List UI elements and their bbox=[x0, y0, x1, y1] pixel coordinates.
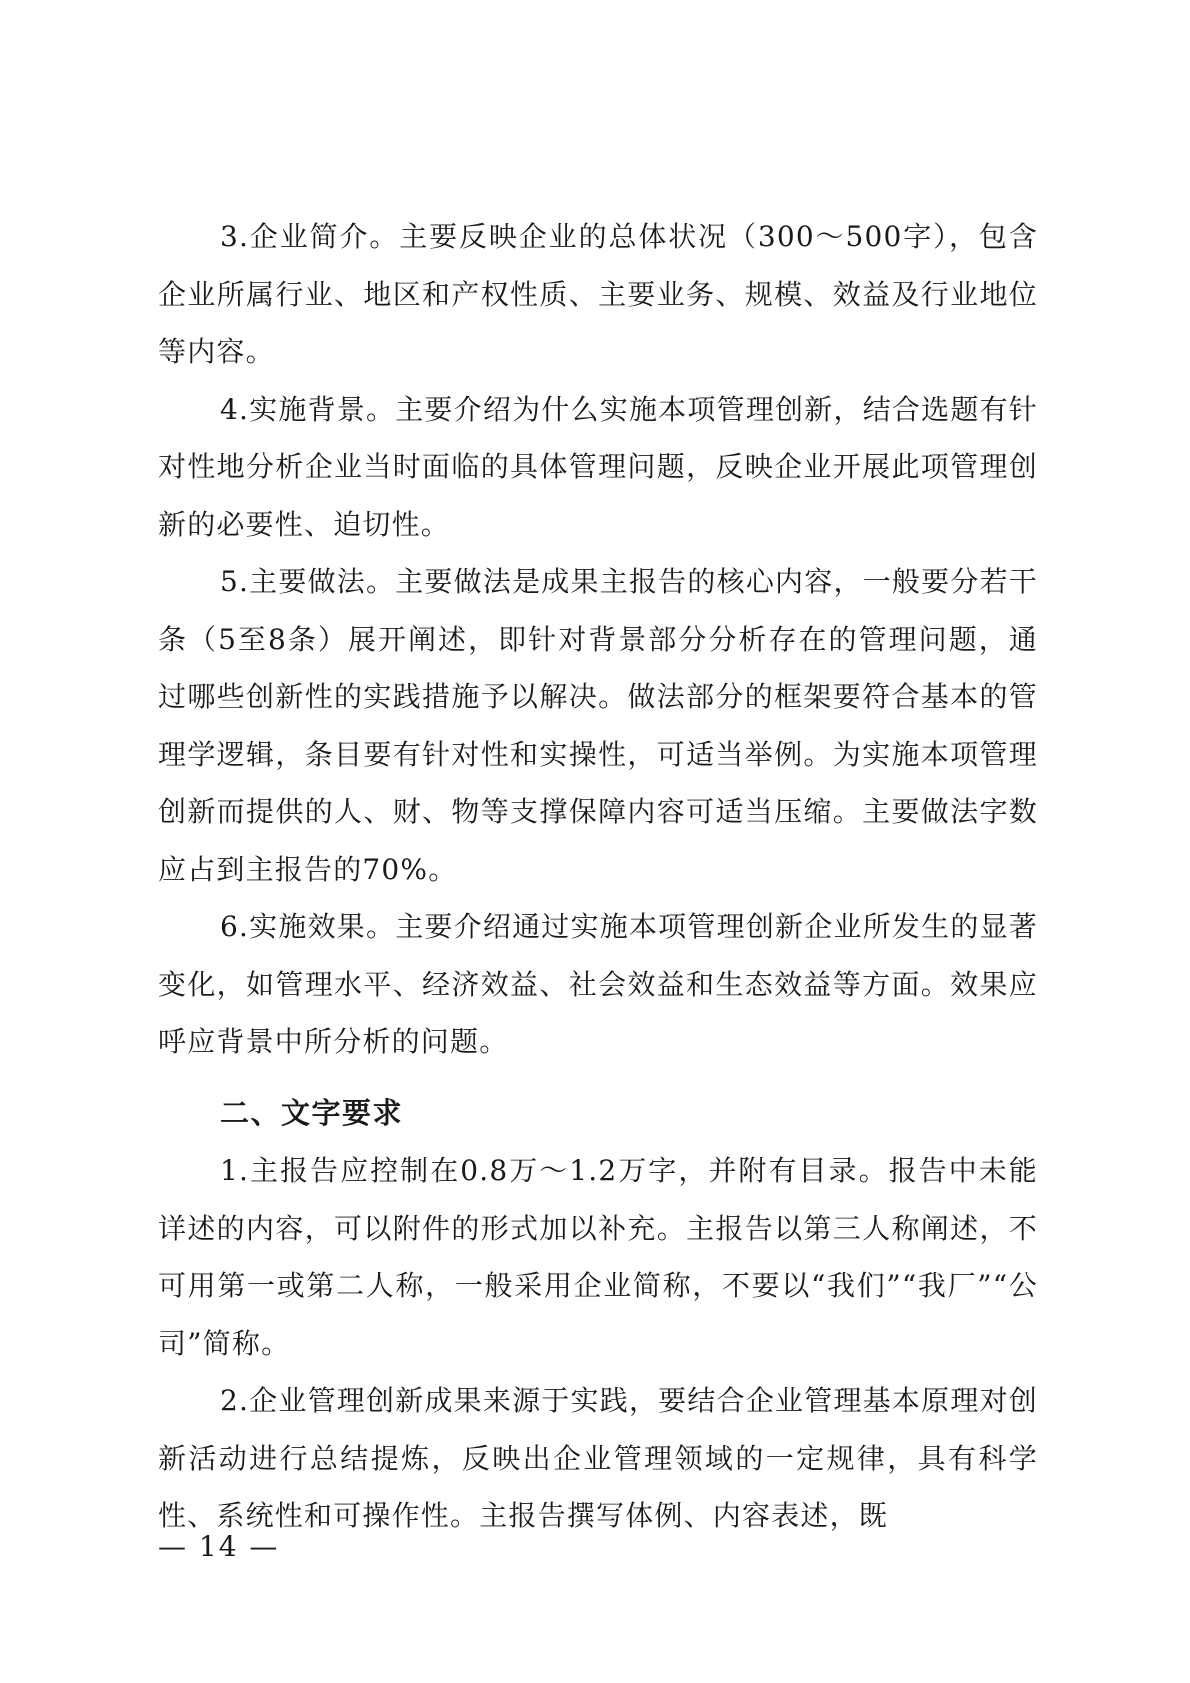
document-body bbox=[158, 208, 1038, 1545]
page-number: — 14 — bbox=[158, 1530, 280, 1563]
paragraph-implementation-effects: 6.实施效果。主要介绍通过实施本项管理创新企业所发生的显著变化，如管理水平、经济效益、社会效益和生态效益等方面。效果应呼应背景中所分析的问题。 bbox=[158, 910, 1038, 1058]
paragraph-main-practices: 5.主要做法。主要做法是成果主报告的核心内容，一般要分若干条（5至8条）展开阐述，即针对背景部分分析存在的管理问题，通过哪些创新性的实践措施予以解决。做法部分的框架要符合基本的管理学逻辑，条目要有针对性和实操性，可适当举例。为实施本项管理创新而提供的人、财、物等支撑保障内容可适当压缩。主要做法字数应占到主报告的70%。 bbox=[158, 565, 1038, 886]
paragraph-implementation-background: 4.实施背景。主要介绍为什么实施本项管理创新，结合选题有针对性地分析企业当时面临的具体管理问题，反映企业开展此项管理创新的必要性、迫切性。 bbox=[158, 392, 1038, 541]
paragraph-practice-source: 2.企业管理创新成果来源于实践，要结合企业管理基本原理对创新活动进行总结提炼，反映出企业管理领域的一定规律，具有科学性、系统性和可操作性。主报告撰写体例、内容表述，既 bbox=[158, 1384, 1038, 1532]
section-heading: 二、文字要求 bbox=[220, 1095, 404, 1130]
paragraph-length-requirement: 1.主报告应控制在0.8万～1.2万字，并附有目录。报告中未能详述的内容，可以附件的形式加以补充。主报告以第三人称阐述，不可用第一或第二人称，一般采用企业简称，不要以“我们”“我厂”“公司”简称。 bbox=[158, 1154, 1038, 1360]
paragraph-company-profile: 3.企业简介。主要反映企业的总体状况（300～500字），包含企业所属行业、地区和产权性质、主要业务、规模、效益及行业地位等内容。 bbox=[158, 220, 1038, 368]
